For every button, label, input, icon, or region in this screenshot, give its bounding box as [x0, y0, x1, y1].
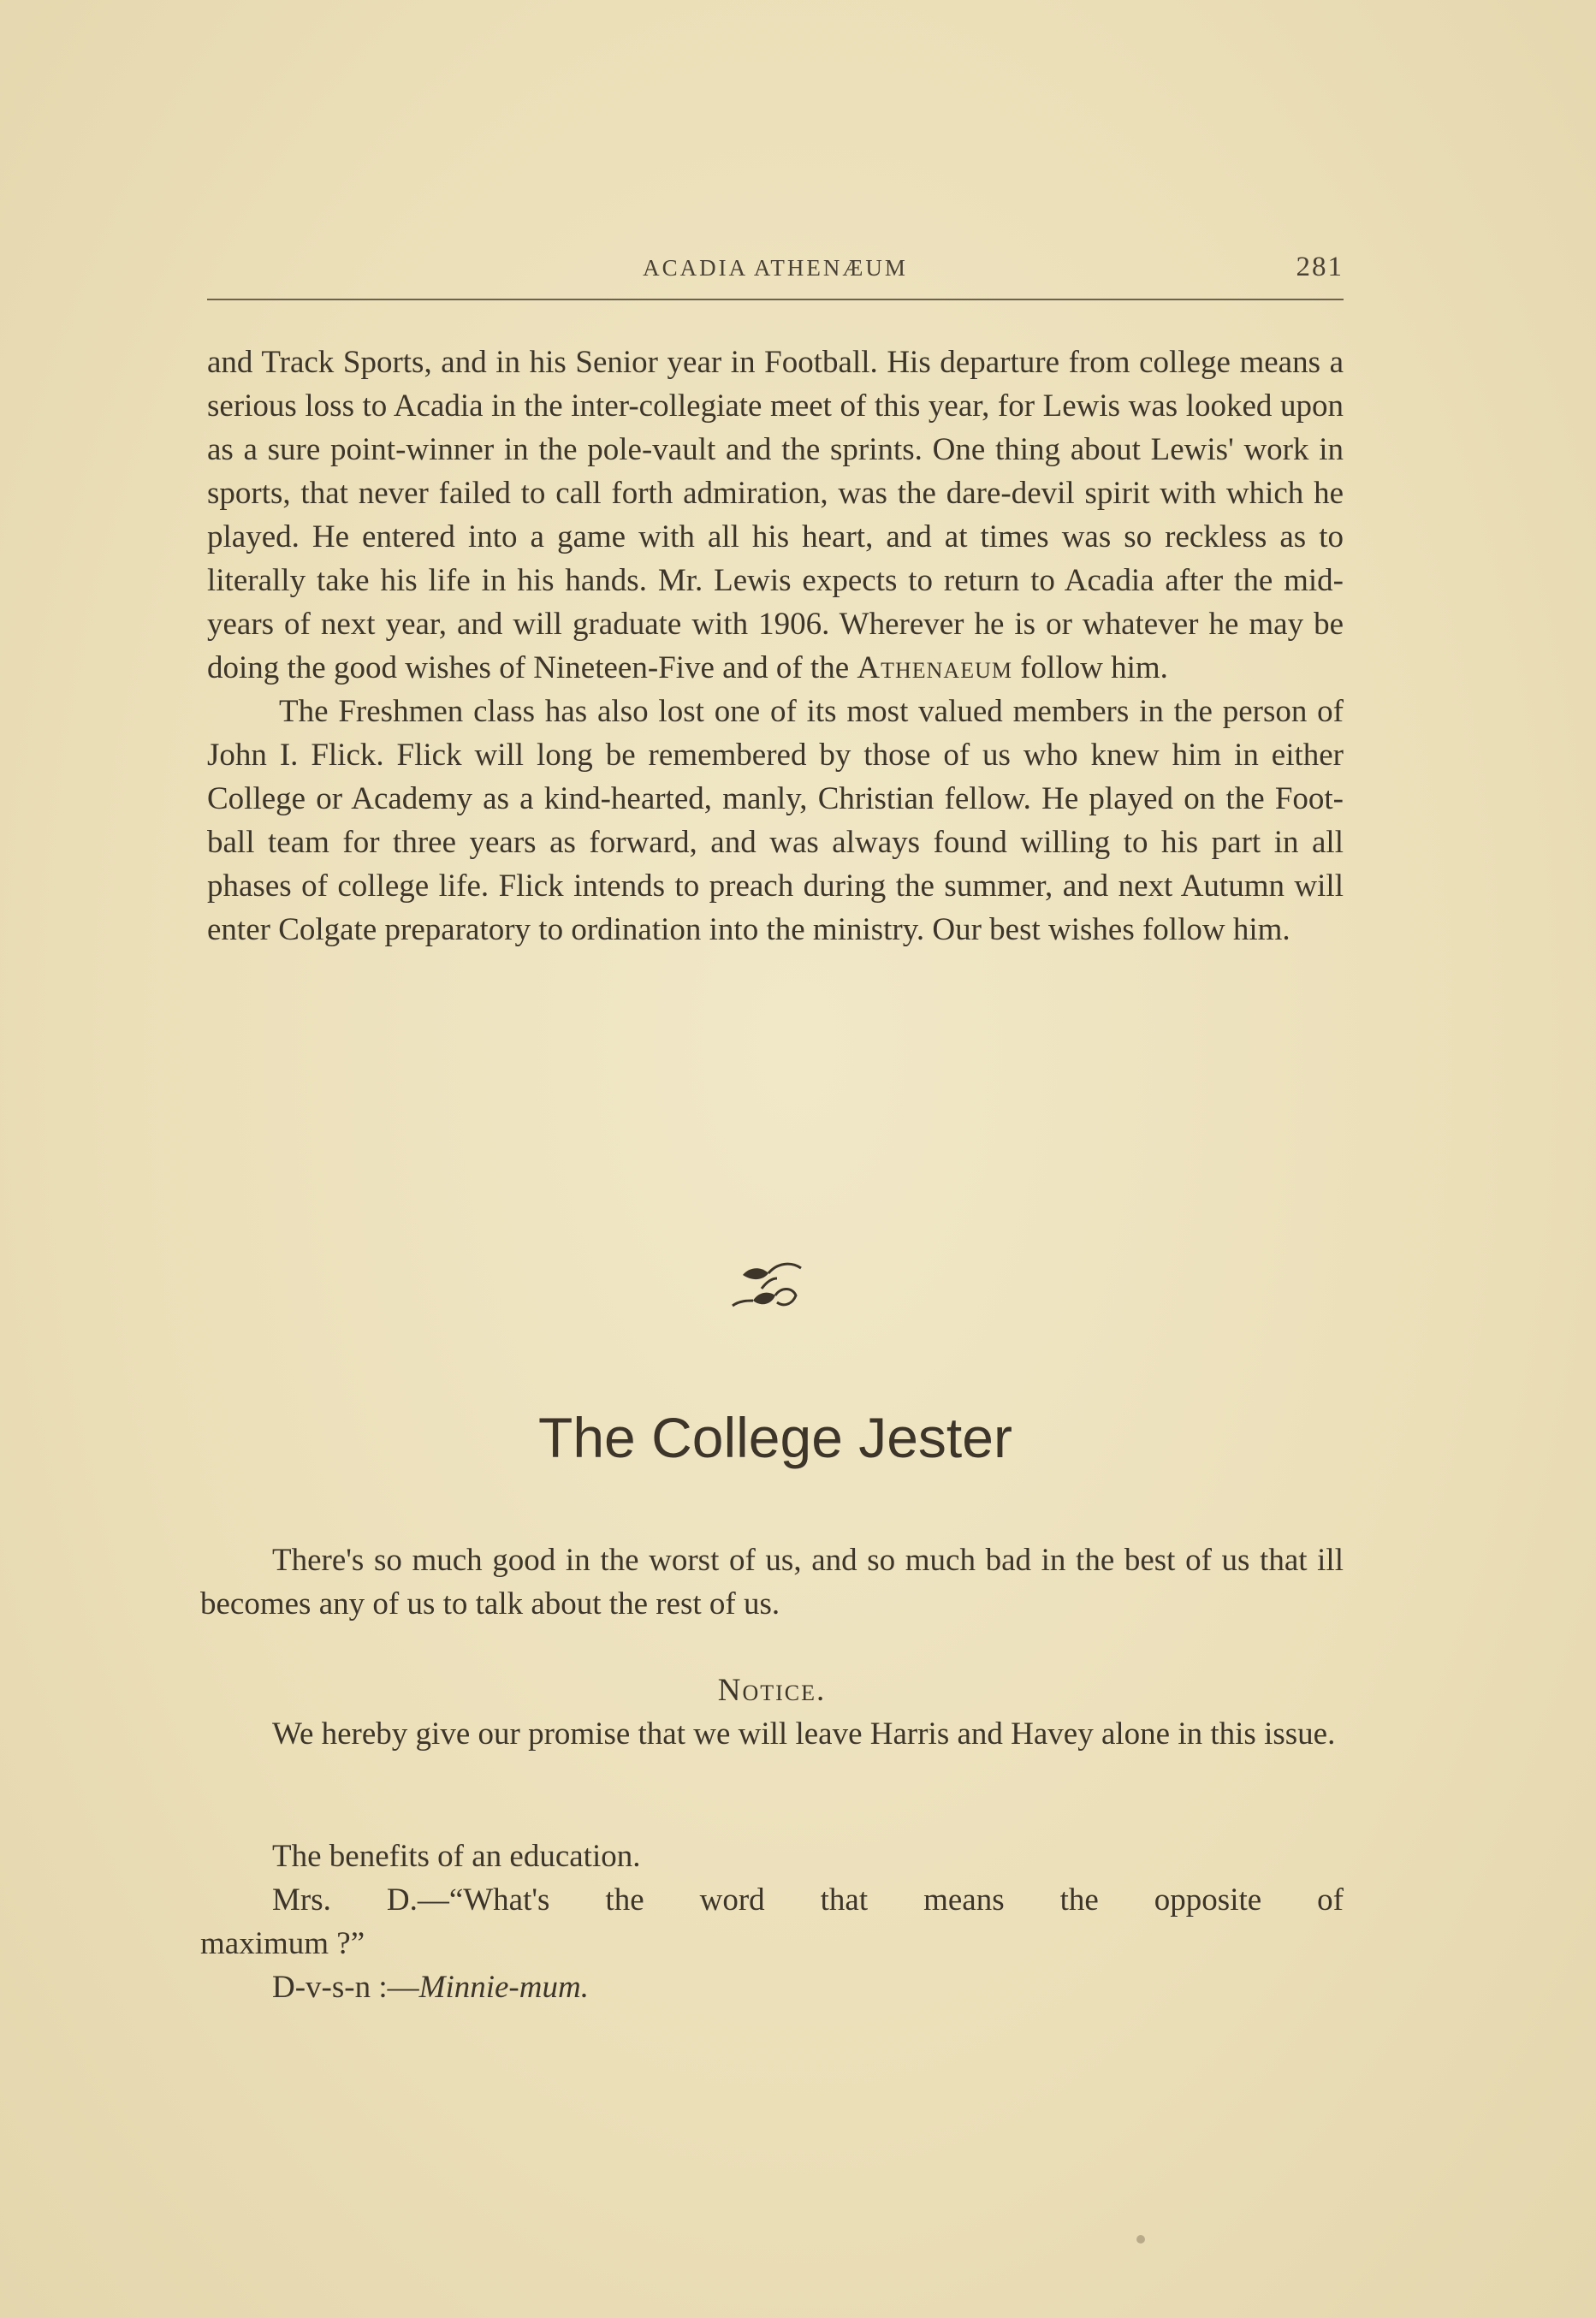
anecdote-intro: The benefits of an education.	[272, 1839, 641, 1874]
anecdote-line-2: maximum ?”	[200, 1926, 365, 1961]
paper-spot	[1136, 2235, 1145, 2244]
anecdote-answer: Minnie-mum.	[418, 1970, 589, 2005]
anecdote-speaker: D-v-s-n :—	[272, 1970, 419, 2005]
fleuron-ornament-icon	[727, 1258, 806, 1318]
epigraph: There's so much good in the worst of us, and so much bad in the best of us that ill becomes any of us to talk about the rest of us.	[200, 1543, 1344, 1621]
running-title: ACADIA ATHENÆUM	[643, 255, 908, 281]
article-text	[207, 341, 1344, 952]
notice-block	[200, 1669, 1344, 1756]
anecdote-block	[200, 1835, 1344, 2009]
paragraph-flick: The Freshmen class has also lost one of its most valued members in the person of John I. Flick. Flick will long be remembered by those of us who knew him in either College or Academy as a kind-hearted, manly, Christian fellow. He played on the Foot-ball team for three years as forward, and was always found willing to his part in all phases of college life. Flick intends to preach during the summer, and next Autumn will enter Colgate preparatory to ordination into the ministry. Our best wishes follow him.	[207, 694, 1344, 947]
page-number: 281	[1296, 252, 1344, 282]
anecdote-line-1: Mrs. D.—“What's the word that means the opposite of	[272, 1882, 1344, 1918]
header-rule	[207, 299, 1344, 300]
notice-text: We hereby give our promise that we will leave Harris and Havey alone in this issue.	[272, 1716, 1336, 1752]
notice-heading: Notice.	[717, 1673, 827, 1708]
athenaeum-small-caps: Athenaeum	[857, 650, 1012, 685]
paragraph-lewis-ending: follow him.	[1012, 650, 1168, 685]
jester-epigraph-block	[200, 1538, 1344, 1626]
section-title: The College Jester	[538, 1406, 1012, 1469]
anecdote-reply	[200, 1965, 1344, 2009]
running-header	[207, 252, 1344, 289]
paragraph-lewis-text: and Track Sports, and in his Senior year in Football. His departure from college means a serious loss to Acadia in the inter-collegiate meet of this year, for Lewis was looked upon as a sure point-winner in the pole-vault and the sprints. One thing about Lewis' work in sports, that never failed to call forth admiration, was the dare-devil spirit with which he played. He entered into a game with all his heart, and at times was so reckless as to literally take his life in his hands. Mr. Lewis expects to return to Acadia after the mid-years of next year, and will graduate with 1906. Wherever he is or whatever he may be doing the good wishes of Nineteen-Five and of the	[207, 345, 1344, 685]
paragraph-lewis	[207, 341, 1344, 690]
